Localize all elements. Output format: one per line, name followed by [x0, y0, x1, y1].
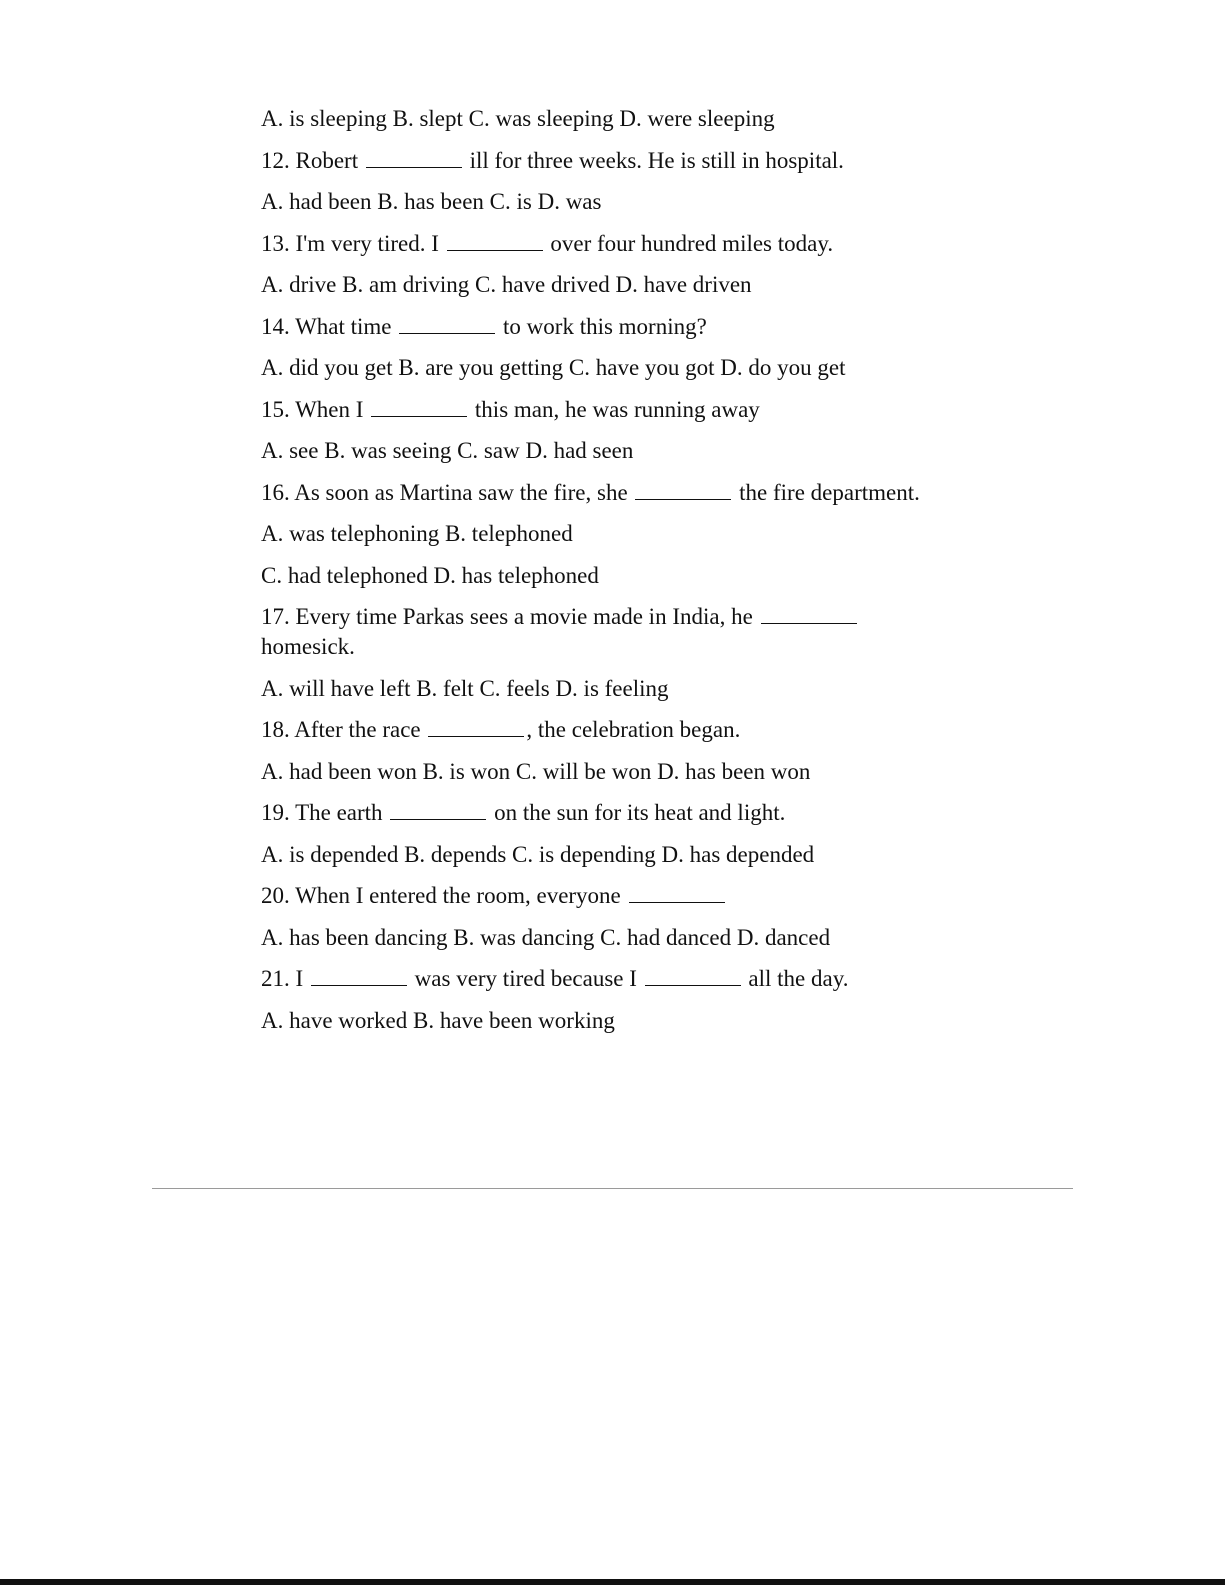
answer-options-16a — [261, 519, 981, 549]
line-text: 14. What time — [261, 313, 392, 339]
question-19 — [261, 798, 981, 828]
question-21 — [261, 964, 981, 994]
line-text: 18. After the race — [261, 717, 421, 742]
answer-blank — [761, 603, 857, 624]
line-text: A. have worked B. have been working — [261, 1007, 615, 1033]
line-text: A. was telephoning B. telephoned — [261, 521, 573, 546]
line-text-after: over four hundred miles today. — [550, 230, 834, 256]
question-14 — [261, 312, 981, 342]
line-text: 12. Robert — [261, 147, 359, 173]
line-text: 15. When I — [261, 396, 364, 422]
answer-blank — [371, 396, 467, 417]
answer-options-18 — [261, 757, 981, 787]
answer-blank — [635, 479, 731, 500]
answer-blank — [447, 230, 543, 251]
line-text: A. is depended B. depends C. is depending D. has depended — [261, 841, 815, 867]
answer-options-16b — [261, 561, 981, 591]
line-text: A. did you get B. are you getting C. have you got D. do you get — [261, 355, 846, 380]
answer-blank — [645, 965, 741, 986]
line-text: A. will have left B. felt C. feels D. is feeling — [261, 675, 669, 701]
answer-options-17 — [261, 674, 981, 704]
question-17 — [261, 602, 901, 662]
question-12 — [261, 146, 981, 176]
line-text: A. had been won B. is won C. will be won D. has been won — [261, 758, 811, 784]
question-15 — [261, 395, 981, 425]
line-text: 20. When I entered the room, everyone — [261, 883, 621, 908]
answer-options-15 — [261, 436, 981, 466]
page-bottom-edge — [0, 1579, 1225, 1585]
question-13 — [261, 229, 981, 259]
line-text-after: homesick. — [261, 634, 355, 659]
line-text: 21. I — [261, 966, 304, 991]
answer-options-19 — [261, 840, 981, 870]
answer-blank — [399, 313, 495, 334]
answer-options-20 — [261, 923, 981, 953]
line-text-after: on the sun for its heat and light. — [494, 800, 786, 825]
answer-options-14 — [261, 353, 981, 383]
answer-options-11 — [261, 104, 981, 134]
answer-blank — [428, 716, 524, 737]
line-text: 16. As soon as Martina saw the fire, she — [261, 479, 628, 505]
line-text-after: this man, he was running away — [474, 396, 760, 422]
answer-options-12 — [261, 187, 981, 217]
line-text: A. drive B. am driving C. have drived D. have driven — [261, 272, 752, 297]
answer-blank — [366, 147, 462, 168]
question-20 — [261, 881, 981, 911]
line-text: C. had telephoned D. has telephoned — [261, 562, 599, 588]
answer-blank — [390, 799, 486, 820]
line-text-after: to work this morning? — [503, 313, 707, 339]
line-text-after: all the day. — [748, 966, 849, 991]
answer-options-21 — [261, 1006, 981, 1036]
page-divider — [152, 1188, 1073, 1189]
answer-options-13 — [261, 270, 981, 300]
answer-blank — [311, 965, 407, 986]
line-text-after: the fire department. — [739, 479, 920, 505]
line-text-middle: was very tired because I — [414, 966, 637, 991]
line-text: A. see B. was seeing C. saw D. had seen — [261, 438, 634, 463]
exercise-text — [261, 104, 981, 1047]
line-text: 13. I'm very tired. I — [261, 230, 439, 256]
line-text-after: , the celebration began. — [526, 717, 741, 742]
line-text: 19. The earth — [261, 800, 383, 825]
line-text: A. is sleeping B. slept C. was sleeping D. were sleeping — [261, 106, 775, 131]
question-18 — [261, 715, 981, 745]
answer-blank — [629, 882, 725, 903]
line-text: 17. Every time Parkas sees a movie made in India, he — [261, 604, 753, 629]
line-text-after: ill for three weeks. He is still in hospital. — [469, 147, 844, 173]
line-text: A. had been B. has been C. is D. was — [261, 189, 602, 214]
question-16 — [261, 478, 981, 508]
line-text: A. has been dancing B. was dancing C. had danced D. danced — [261, 924, 831, 950]
